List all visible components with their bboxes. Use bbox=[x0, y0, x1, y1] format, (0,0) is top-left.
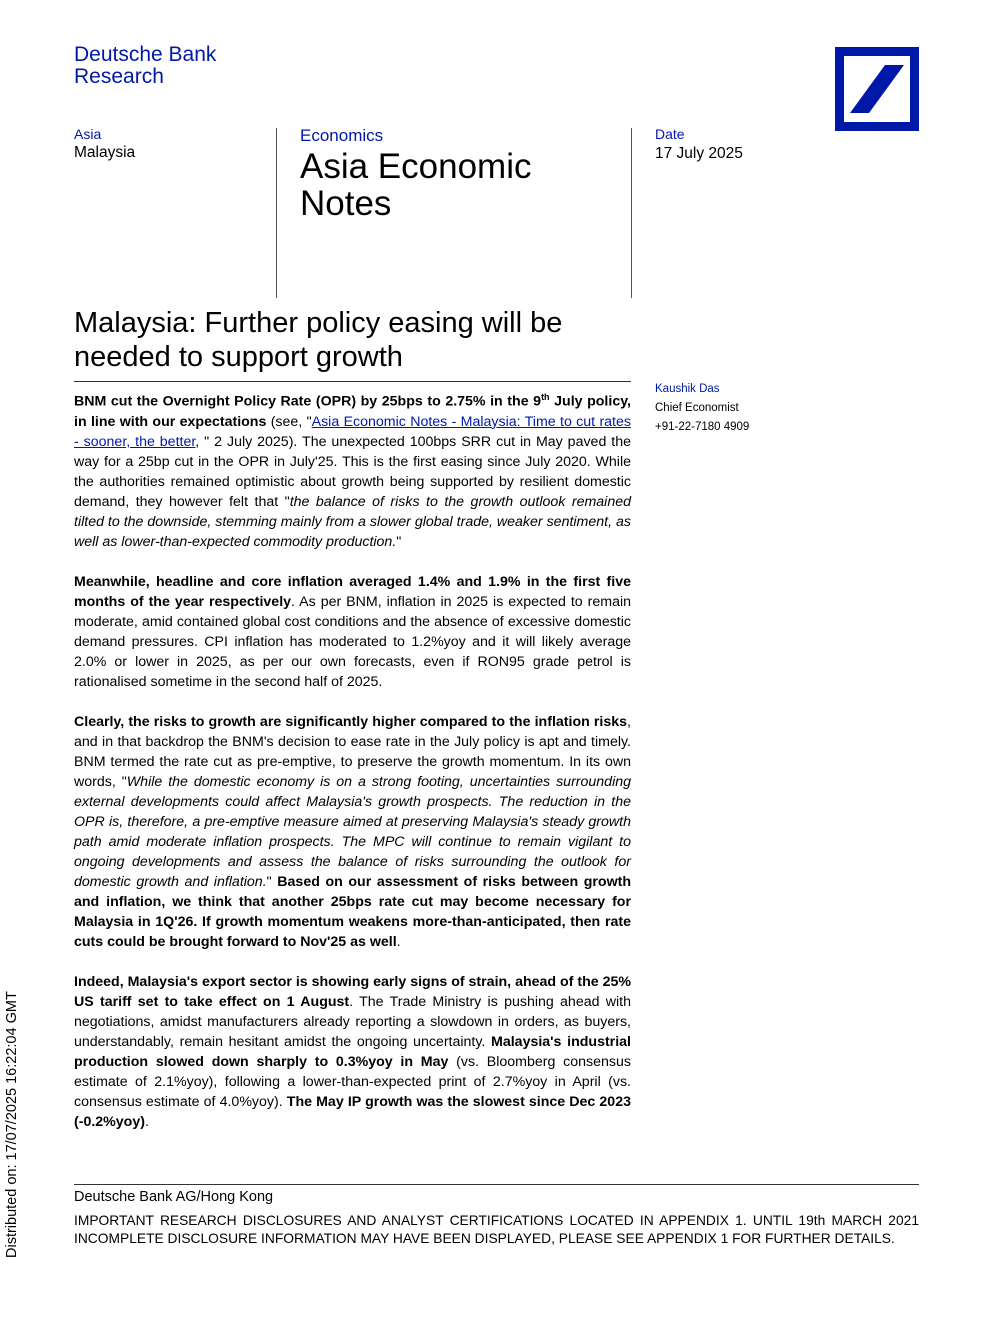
headline-rule bbox=[74, 381, 631, 382]
series-title: Asia Economic Notes bbox=[300, 147, 532, 223]
paragraph-4: Indeed, Malaysia's export sector is showing early signs of strain, ahead of the 25% US tariff set to take effect on 1 August. The Trade Ministry is pushing ahead with negotiations, amidst manufacturers already reporting a slowdown in orders, as buyers, understandably, remain hesitant amidst the ongoing uncertainty. Malaysia's industrial production slowed down sharply to 0.3%yoy in May (vs. Bloomberg consensus estimate of 2.1%yoy), following a lower-than-expected print of 2.7%yoy in April (vs. consensus estimate of 4.0%yoy). The May IP growth was the slowest since Dec 2023 (-0.2%yoy). bbox=[74, 973, 631, 1130]
footer-entity: Deutsche Bank AG/Hong Kong bbox=[74, 1189, 274, 1205]
date-value: 17 July 2025 bbox=[655, 145, 743, 162]
deutsche-bank-logo bbox=[835, 47, 919, 131]
header-divider-left bbox=[276, 128, 277, 298]
region-label: Asia bbox=[74, 126, 102, 142]
brand-line-2: Research bbox=[74, 65, 164, 88]
date-label: Date bbox=[655, 126, 685, 142]
brand-line-1: Deutsche Bank bbox=[74, 43, 217, 66]
page-title: Malaysia: Further policy easing will be needed to support growth bbox=[74, 307, 563, 373]
brand-wordmark bbox=[74, 44, 216, 88]
category-label: Economics bbox=[300, 126, 384, 145]
analyst-phone: +91-22-7180 4909 bbox=[655, 421, 750, 433]
region-value: Malaysia bbox=[74, 144, 136, 161]
paragraph-3: Clearly, the risks to growth are significantly higher compared to the inflation risks, and in that backdrop the BNM's decision to ease rate in the July policy is apt and timely. BNM termed the rate cut as pre-emptive, to preserve the growth momentum. In its own words, "While the domestic economy is on a strong footing, uncertainties surrounding external developments could affect Malaysia's growth prospects. The reduction in the OPR is, therefore, a pre-emptive measure aimed at preserving Malaysia's steady growth path amid moderate inflation prospects. The MPC will continue to remain vigilant to ongoing developments and assess the balance of risks surrounding the outlook for domestic growth and inflation." Based on our assessment of risks between growth and inflation, we think that another 25bps rate cut may become necessary for Malaysia in 1Q'26. If growth momentum weakens more-than-anticipated, then rate cuts could be brought forward to Nov'25 as well. bbox=[74, 713, 632, 950]
report-link[interactable]: Asia Economic Notes - Malaysia: Time to cut rates - sooner, the better bbox=[74, 413, 631, 450]
analyst-name[interactable]: Kaushik Das bbox=[655, 383, 720, 395]
paragraph-1: BNM cut the Overnight Policy Rate (OPR) by 25bps to 2.75% in the 9th July policy, in line with our expectations (see, "Asia Economic Notes - Malaysia: Time to cut rates - sooner, the better, " 2 July 2025). The unexpected 100bps SRR cut in May paved the way for a 25bp cut in the OPR in July'25. This is the first easing since July 2020. While the authorities remained optimistic about growth being supported by resilient domestic demand, they however felt that "the balance of risks to the growth outlook remained tilted to the downside, stemming mainly from a slower global trade, weaker sentiment, as well as lower-than-expected commodity production." bbox=[74, 392, 631, 550]
analyst-title: Chief Economist bbox=[655, 402, 739, 414]
paragraph-2: Meanwhile, headline and core inflation averaged 1.4% and 1.9% in the first five months of the year respectively. As per BNM, inflation in 2025 is expected to remain moderate, amid contained global cost conditions and the absence of excessive domestic demand pressures. CPI inflation has moderated to 1.2%yoy and it will likely average 2.0% or lower in 2025, as per our own forecasts, even if RON95 grade petrol is rationalised sometime in the second half of 2025. bbox=[74, 573, 632, 690]
header-divider-right bbox=[631, 128, 632, 298]
footer-rule bbox=[74, 1184, 919, 1185]
analyst-block bbox=[655, 380, 749, 437]
distribution-stamp: Distributed on: 17/07/2025 16:22:04 GMT bbox=[4, 991, 20, 1258]
article-body bbox=[74, 387, 631, 1152]
footer-disclosure: IMPORTANT RESEARCH DISCLOSURES AND ANALYST CERTIFICATIONS LOCATED IN APPENDIX 1. UNTIL 19th MARCH 2021 INCOMPLETE DISCLOSURE INFORMATION MAY HAVE BEEN DISPLAYED, PLEASE SEE APPENDIX 1 FOR FURTHER DETAILS. bbox=[74, 1213, 919, 1246]
